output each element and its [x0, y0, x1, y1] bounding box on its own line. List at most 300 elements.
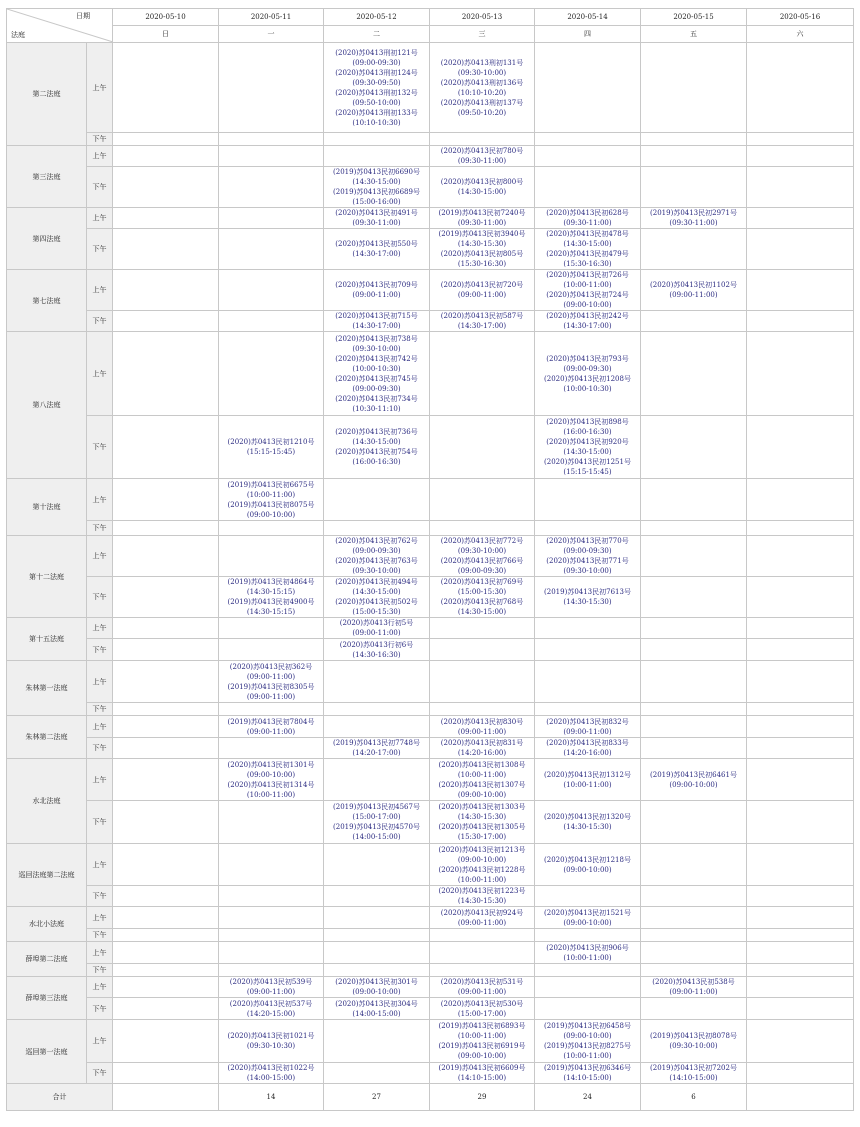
- case-link[interactable]: [430, 577, 534, 597]
- header-weekday-row: [7, 26, 854, 43]
- case-link[interactable]: [324, 394, 429, 414]
- schedule-cell: [324, 639, 430, 661]
- court-row-am: [7, 759, 854, 801]
- case-link[interactable]: [430, 717, 534, 737]
- court-row-am: [7, 977, 854, 998]
- case-link[interactable]: [430, 738, 534, 758]
- case-number: (2019)苏0413民初7613号: [544, 588, 631, 596]
- case-link[interactable]: [430, 977, 534, 997]
- case-link[interactable]: [430, 822, 534, 842]
- case-number: (2019)苏0413民初7748号: [333, 739, 420, 747]
- case-number: (2020)苏0413民初709号: [335, 281, 418, 289]
- court-row-pm: [7, 521, 854, 536]
- case-link[interactable]: [430, 229, 534, 249]
- case-link[interactable]: [219, 597, 323, 617]
- case-link[interactable]: [219, 682, 323, 702]
- schedule-cell: [747, 208, 854, 229]
- court-row-pm: [7, 133, 854, 146]
- schedule-cell: [430, 332, 535, 416]
- case-link[interactable]: [430, 177, 534, 197]
- case-link[interactable]: [324, 447, 429, 467]
- schedule-cell: [324, 1020, 430, 1063]
- case-link[interactable]: [324, 108, 429, 128]
- schedule-cell: [324, 133, 430, 146]
- case-link[interactable]: [535, 587, 640, 607]
- schedule-cell: [535, 133, 641, 146]
- schedule-cell: [219, 738, 324, 759]
- case-link[interactable]: [219, 480, 323, 500]
- case-link[interactable]: [324, 239, 429, 259]
- case-link[interactable]: [535, 770, 640, 790]
- case-number: (2020)苏0413民初1210号: [227, 438, 315, 446]
- case-number: (2020)苏0413民初734号: [335, 394, 418, 403]
- case-link[interactable]: [430, 845, 534, 865]
- total-count-2: 27: [324, 1084, 430, 1111]
- schedule-cell: [324, 907, 430, 929]
- case-link[interactable]: [324, 48, 429, 68]
- schedule-cell: [219, 270, 324, 311]
- case-link[interactable]: [324, 577, 429, 597]
- case-number: (2020)苏0413民初924号: [440, 908, 524, 917]
- schedule-cell: [430, 907, 535, 929]
- schedule-cell: [535, 1020, 641, 1063]
- date-header-6: 2020-05-16: [747, 9, 854, 26]
- case-time: (14:30-15:30): [457, 897, 507, 905]
- schedule-cell: [113, 801, 219, 844]
- schedule-cell: [430, 964, 535, 977]
- schedule-cell: [641, 844, 747, 886]
- session-label-am: 上午: [87, 716, 113, 738]
- schedule-cell: [641, 639, 747, 661]
- case-time: (09:30-11:00): [352, 219, 401, 227]
- court-name: 第八法庭: [7, 332, 87, 479]
- case-link[interactable]: [219, 1063, 323, 1083]
- case-number: (2019)苏0413民初6461号: [650, 770, 737, 779]
- case-link[interactable]: [324, 427, 429, 447]
- schedule-cell: [641, 703, 747, 716]
- case-link[interactable]: [535, 738, 640, 758]
- case-link[interactable]: [535, 229, 640, 249]
- case-number: (2020)苏0413民初478号: [546, 230, 629, 238]
- case-link[interactable]: [324, 822, 429, 842]
- schedule-cell: [113, 759, 219, 801]
- case-number: (2019)苏0413民初4900号: [227, 598, 315, 606]
- case-link[interactable]: [535, 855, 640, 875]
- schedule-cell: [113, 332, 219, 416]
- case-link[interactable]: [641, 770, 746, 790]
- case-link[interactable]: [324, 640, 429, 660]
- case-number: (2019)苏0413民初3940号: [438, 230, 526, 238]
- case-time: (09:00-10:00): [563, 865, 612, 874]
- session-label-pm: 下午: [87, 521, 113, 536]
- case-link[interactable]: [430, 249, 534, 269]
- schedule-cell: [113, 479, 219, 521]
- case-time: (09:00-11:00): [457, 727, 507, 736]
- case-link[interactable]: [219, 760, 323, 780]
- case-link[interactable]: [535, 812, 640, 832]
- case-number: (2020)苏0413民初831号: [440, 739, 524, 747]
- schedule-cell: [430, 146, 535, 167]
- case-link[interactable]: [324, 977, 429, 997]
- session-label-pm: 下午: [87, 416, 113, 479]
- schedule-cell: [535, 738, 641, 759]
- schedule-cell: [430, 844, 535, 886]
- case-number: (2020)苏0413刑初136号: [440, 78, 524, 87]
- case-link[interactable]: [324, 280, 429, 300]
- case-link[interactable]: [324, 334, 429, 354]
- case-link[interactable]: [535, 208, 640, 228]
- schedule-cell: [641, 618, 747, 639]
- case-time: (10:00-11:00): [457, 1032, 507, 1040]
- schedule-cell: [430, 886, 535, 907]
- date-header-3: 2020-05-13: [430, 9, 535, 26]
- schedule-cell: [641, 929, 747, 942]
- schedule-cell: [219, 907, 324, 929]
- case-number: (2019)苏0413民初7240号: [438, 209, 526, 217]
- schedule-cell: [535, 929, 641, 942]
- case-link[interactable]: [430, 1041, 534, 1061]
- case-link[interactable]: [535, 1021, 640, 1041]
- session-label-am: 上午: [87, 479, 113, 521]
- case-link[interactable]: [535, 290, 640, 310]
- schedule-cell: [747, 703, 854, 716]
- case-number: (2020)苏0413民初805号: [440, 250, 524, 258]
- case-time: (09:30-10:00): [457, 68, 507, 77]
- case-time: (14:20-16:00): [563, 749, 612, 757]
- session-label-pm: 下午: [87, 886, 113, 907]
- case-link[interactable]: [219, 1031, 323, 1051]
- court-schedule-table: [6, 8, 854, 1111]
- case-number: (2020)苏0413民初720号: [440, 281, 524, 289]
- court-name: 水北法庭: [7, 759, 87, 844]
- schedule-cell: [113, 618, 219, 639]
- schedule-cell: [430, 521, 535, 536]
- case-time: (10:00-11:00): [246, 790, 296, 799]
- schedule-cell: [324, 479, 430, 521]
- case-link[interactable]: [535, 1041, 640, 1061]
- schedule-cell: [641, 738, 747, 759]
- schedule-cell: [430, 738, 535, 759]
- schedule-cell: [219, 577, 324, 618]
- schedule-cell: [535, 43, 641, 133]
- schedule-cell: [641, 942, 747, 964]
- date-header-5: 2020-05-15: [641, 9, 747, 26]
- schedule-cell: [113, 229, 219, 270]
- case-link[interactable]: [535, 249, 640, 269]
- case-time: (09:00-10:00): [669, 780, 718, 789]
- case-link[interactable]: [219, 662, 323, 682]
- schedule-cell: [747, 521, 854, 536]
- schedule-cell: [747, 844, 854, 886]
- case-link[interactable]: [219, 999, 323, 1019]
- case-number: (2020)苏0413民初770号: [546, 537, 629, 545]
- case-link[interactable]: [535, 717, 640, 737]
- court-name: 第七法庭: [7, 270, 87, 332]
- schedule-cell: [113, 208, 219, 229]
- schedule-cell: [430, 479, 535, 521]
- schedule-cell: [430, 270, 535, 311]
- case-link[interactable]: [324, 556, 429, 576]
- schedule-cell: [430, 977, 535, 998]
- schedule-cell: [747, 167, 854, 208]
- court-row-pm: [7, 801, 854, 844]
- schedule-cell: [535, 844, 641, 886]
- schedule-cell: [641, 536, 747, 577]
- case-link[interactable]: [219, 437, 323, 457]
- case-link[interactable]: [641, 1031, 746, 1051]
- schedule-cell: [747, 229, 854, 270]
- header-date-row: [7, 9, 854, 26]
- case-link[interactable]: [430, 146, 534, 166]
- schedule-cell: [430, 133, 535, 146]
- case-time: (09:00-11:00): [669, 291, 718, 299]
- case-time: (14:30-15:15): [246, 588, 296, 596]
- header-corner: [7, 9, 113, 43]
- case-link[interactable]: [535, 437, 640, 457]
- schedule-cell: [747, 886, 854, 907]
- case-link[interactable]: [324, 738, 429, 758]
- case-link[interactable]: [535, 1063, 640, 1083]
- case-link[interactable]: [535, 374, 640, 394]
- case-link[interactable]: [535, 311, 640, 331]
- date-header-1: 2020-05-11: [219, 9, 324, 26]
- case-link[interactable]: [219, 500, 323, 520]
- session-label-am: 上午: [87, 844, 113, 886]
- case-link[interactable]: [430, 58, 534, 78]
- case-link[interactable]: [535, 908, 640, 928]
- schedule-cell: [535, 703, 641, 716]
- case-number: (2020)苏0413民初538号: [652, 978, 735, 986]
- case-link[interactable]: [219, 977, 323, 997]
- schedule-cell: [747, 416, 854, 479]
- case-time: (09:30-10:00): [352, 567, 401, 575]
- case-link[interactable]: [219, 717, 323, 737]
- case-link[interactable]: [430, 536, 534, 556]
- schedule-cell: [747, 43, 854, 133]
- schedule-cell: [430, 536, 535, 577]
- schedule-cell: [747, 332, 854, 416]
- schedule-cell: [219, 801, 324, 844]
- schedule-cell: [219, 716, 324, 738]
- case-link[interactable]: [324, 187, 429, 207]
- case-link[interactable]: [324, 536, 429, 556]
- case-time: (09:30-11:00): [457, 157, 507, 165]
- case-number: (2020)苏0413民初502号: [335, 598, 418, 606]
- court-name: 第十法庭: [7, 479, 87, 536]
- case-number: (2020)苏0413民初1223号: [438, 887, 526, 895]
- case-time: (14:30-15:00): [563, 240, 612, 248]
- case-link[interactable]: [324, 167, 429, 187]
- case-link[interactable]: [535, 457, 640, 477]
- case-link[interactable]: [535, 536, 640, 556]
- schedule-cell: [641, 167, 747, 208]
- session-label-am: 上午: [87, 332, 113, 416]
- case-link[interactable]: [430, 908, 534, 928]
- totals-row: [7, 1084, 854, 1111]
- case-link[interactable]: [324, 68, 429, 88]
- total-count-1: 14: [219, 1084, 324, 1111]
- session-label-am: 上午: [87, 661, 113, 703]
- case-link[interactable]: [430, 886, 534, 906]
- schedule-cell: [219, 639, 324, 661]
- case-number: (2020)苏0413行初5号: [339, 619, 414, 627]
- schedule-cell: [219, 133, 324, 146]
- case-number: (2019)苏0413民初6346号: [544, 1064, 631, 1072]
- case-link[interactable]: [641, 208, 746, 228]
- case-link[interactable]: [430, 597, 534, 617]
- schedule-cell: [535, 759, 641, 801]
- schedule-cell: [324, 738, 430, 759]
- case-number: (2020)苏0413民初362号: [229, 662, 313, 671]
- case-time: (09:00-11:00): [246, 692, 296, 701]
- schedule-cell: [113, 964, 219, 977]
- case-link[interactable]: [324, 354, 429, 374]
- case-number: (2020)苏0413刑初121号: [335, 48, 418, 57]
- case-link[interactable]: [535, 354, 640, 374]
- case-time: (09:00-10:00): [563, 918, 612, 927]
- case-time: (14:30-15:30): [563, 823, 612, 831]
- schedule-cell: [747, 146, 854, 167]
- schedule-cell: [430, 759, 535, 801]
- case-link[interactable]: [430, 208, 534, 228]
- schedule-cell: [747, 801, 854, 844]
- case-number: (2019)苏0413民初6919号: [438, 1042, 526, 1050]
- court-name: 水北小法庭: [7, 907, 87, 942]
- case-link[interactable]: [430, 802, 534, 822]
- case-number: (2020)苏0413民初1022号: [227, 1064, 315, 1072]
- case-link[interactable]: [324, 311, 429, 331]
- schedule-cell: [641, 332, 747, 416]
- case-number: (2020)苏0413民初772号: [440, 537, 524, 545]
- case-link[interactable]: [324, 618, 429, 638]
- court-row-pm: [7, 738, 854, 759]
- schedule-cell: [747, 1020, 854, 1063]
- case-number: (2020)苏0413民初1320号: [544, 813, 631, 821]
- case-time: (09:00-10:00): [246, 770, 296, 779]
- case-time: (09:00-10:00): [457, 790, 507, 799]
- case-link[interactable]: [535, 943, 640, 963]
- case-number: (2019)苏0413民初8078号: [650, 1032, 737, 1040]
- schedule-cell: [324, 801, 430, 844]
- case-time: (09:00-11:00): [352, 629, 401, 637]
- case-time: (10:00-11:00): [563, 953, 612, 962]
- case-time: (10:00-11:00): [246, 490, 296, 499]
- schedule-cell: [219, 703, 324, 716]
- case-link[interactable]: [324, 374, 429, 394]
- case-number: (2020)苏0413民初833号: [546, 739, 629, 747]
- schedule-cell: [324, 416, 430, 479]
- case-time: (09:00-10:00): [563, 301, 612, 309]
- case-link[interactable]: [430, 78, 534, 98]
- case-link[interactable]: [535, 556, 640, 576]
- case-time: (15:00-17:00): [457, 1009, 507, 1018]
- case-number: (2020)苏0413民初769号: [440, 578, 524, 586]
- case-time: (09:00-10:00): [352, 988, 401, 996]
- session-label-pm: 下午: [87, 167, 113, 208]
- case-time: (10:30-11:10): [352, 404, 401, 413]
- schedule-cell: [641, 716, 747, 738]
- session-label-am: 上午: [87, 208, 113, 229]
- case-number: (2020)苏0413民初550号: [335, 240, 418, 248]
- case-link[interactable]: [324, 88, 429, 108]
- court-name: 薛埠第二法庭: [7, 942, 87, 977]
- schedule-cell: [747, 479, 854, 521]
- schedule-cell: [324, 759, 430, 801]
- session-label-pm: 下午: [87, 738, 113, 759]
- case-link[interactable]: [430, 1063, 534, 1083]
- case-link[interactable]: [641, 1063, 746, 1083]
- court-row-pm: [7, 416, 854, 479]
- case-number: (2019)苏0413民初6609号: [438, 1064, 526, 1072]
- case-link[interactable]: [535, 417, 640, 437]
- schedule-cell: [641, 977, 747, 998]
- totals-label: 合计: [7, 1084, 113, 1111]
- date-header-4: 2020-05-14: [535, 9, 641, 26]
- case-time: (15:00-16:00): [352, 198, 401, 206]
- case-number: (2020)苏0413民初1305号: [438, 823, 526, 831]
- case-time: (09:00-09:30): [352, 547, 401, 555]
- case-link[interactable]: [430, 556, 534, 576]
- case-link[interactable]: [535, 270, 640, 290]
- case-link[interactable]: [430, 999, 534, 1019]
- case-link[interactable]: [430, 760, 534, 780]
- schedule-cell: [641, 886, 747, 907]
- case-number: (2020)苏0413民初1312号: [544, 770, 631, 779]
- schedule-cell: [219, 1063, 324, 1084]
- session-label-am: 上午: [87, 43, 113, 133]
- case-link[interactable]: [219, 780, 323, 800]
- case-time: (10:10-10:30): [352, 118, 401, 127]
- schedule-cell: [430, 661, 535, 703]
- session-label-pm: 下午: [87, 639, 113, 661]
- case-number: (2020)苏0413刑初137号: [440, 98, 524, 107]
- schedule-cell: [535, 416, 641, 479]
- case-number: (2020)苏0413民初530号: [440, 999, 524, 1008]
- case-time: (14:30-15:00): [457, 188, 507, 196]
- court-row-pm: [7, 964, 854, 977]
- case-time: (09:30-10:00): [457, 547, 507, 555]
- case-link[interactable]: [430, 280, 534, 300]
- case-link[interactable]: [641, 977, 746, 997]
- case-link[interactable]: [219, 577, 323, 597]
- case-link[interactable]: [324, 597, 429, 617]
- case-link[interactable]: [430, 311, 534, 331]
- schedule-cell: [430, 208, 535, 229]
- case-number: (2020)苏0413民初762号: [335, 537, 418, 545]
- case-link[interactable]: [324, 802, 429, 822]
- case-link[interactable]: [430, 1021, 534, 1041]
- schedule-cell: [113, 703, 219, 716]
- case-time: (09:50-10:20): [457, 108, 507, 117]
- case-link[interactable]: [324, 208, 429, 228]
- case-link[interactable]: [641, 280, 746, 300]
- case-link[interactable]: [430, 865, 534, 885]
- case-link[interactable]: [430, 98, 534, 118]
- case-time: (09:00-11:00): [246, 988, 296, 996]
- case-link[interactable]: [430, 780, 534, 800]
- schedule-cell: [641, 907, 747, 929]
- schedule-cell: [324, 977, 430, 998]
- case-time: (16:00-16:30): [563, 428, 612, 436]
- case-link[interactable]: [324, 999, 429, 1019]
- case-time: (09:00-09:30): [352, 384, 401, 393]
- case-number: (2020)苏0413民初830号: [440, 717, 524, 726]
- case-time: (15:30-16:30): [563, 260, 612, 268]
- session-label-am: 上午: [87, 1020, 113, 1063]
- court-row-am: [7, 270, 854, 311]
- schedule-cell: [219, 521, 324, 536]
- total-count-6: [747, 1084, 854, 1111]
